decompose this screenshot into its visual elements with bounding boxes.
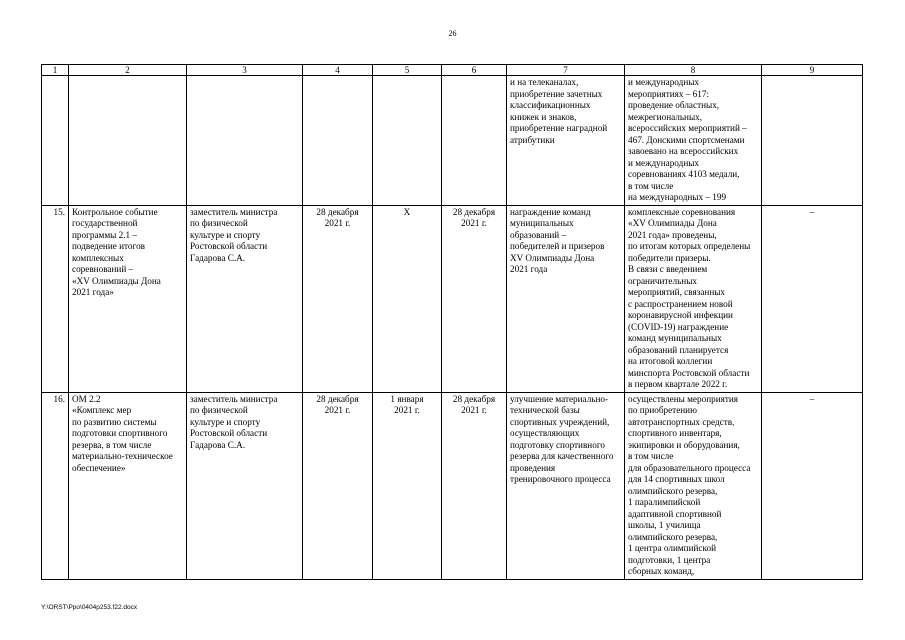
expected-result-line: приобретение наградной <box>510 123 608 133</box>
actual-result-line: для образовательного процесса <box>628 462 751 473</box>
expected-result-line: 2021 года <box>510 264 548 274</box>
actual-result-line: В связи с введением <box>628 264 708 274</box>
responsible-person-line: заместитель министра <box>190 393 278 404</box>
expected-result-line: XV Олимпиады Дона <box>510 252 595 263</box>
actual-result-line: «XV Олимпиады Дона <box>628 218 717 228</box>
actual-result-line: сборных команд, <box>628 566 695 576</box>
actual-result-line: мероприятий, связанных <box>628 287 726 297</box>
expected-result-line: осуществляющих <box>510 428 580 438</box>
column-header-2: 2 <box>69 65 187 76</box>
expected-result-line: образований – <box>510 229 567 240</box>
expected-result-cell <box>507 76 625 206</box>
actual-result-line: (COVID-19) награждение <box>628 321 729 332</box>
responsible-person-line: культуре и спорту <box>190 229 261 240</box>
actual-result-line: спортивного инвентаря, <box>628 428 722 438</box>
notes-cell <box>762 76 863 206</box>
row-number-cell: 16. <box>42 392 69 579</box>
responsible-person-line: Гадарова С.А. <box>190 439 246 450</box>
actual-result-line: минспорта Ростовской области <box>628 367 750 378</box>
notes-cell: – <box>762 392 863 579</box>
actual-result-line: в первом квартале 2022 г. <box>628 379 728 389</box>
expected-result-line: муниципальных <box>510 218 574 228</box>
expected-result-line: атрибутики <box>510 134 555 145</box>
event-name-line: материально-техническое <box>72 451 173 461</box>
actual-result-line: на международных – 199 <box>628 192 727 202</box>
end-date-line: 2021 г. <box>461 218 487 228</box>
actual-result-line: адаптивной спортивной <box>628 508 722 519</box>
actual-result-line: команд муниципальных <box>628 333 722 343</box>
actual-result-line: 2021 года» проведены, <box>628 229 717 240</box>
responsible-person-line: Ростовской области <box>190 241 268 251</box>
expected-result-line: спортивных учреждений, <box>510 416 610 427</box>
start-date-cell <box>373 392 442 579</box>
expected-result-line: подготовку спортивного <box>510 439 605 450</box>
actual-result-cell <box>625 392 762 579</box>
row-number-cell: 15. <box>42 205 69 392</box>
responsible-person-line: заместитель министра <box>190 206 278 217</box>
actual-result-line: автотранспортных средств, <box>628 416 735 427</box>
actual-result-line: в том числе <box>628 451 674 461</box>
responsible-person-line: культуре и спорту <box>190 416 261 427</box>
expected-result-line: приобретение зачетных <box>510 88 603 99</box>
actual-result-line: и международных <box>628 157 699 168</box>
responsible-person-cell <box>187 205 303 392</box>
planned-date-line: 2021 г. <box>324 218 351 228</box>
responsible-person-line: по физической <box>190 218 248 228</box>
event-name-line: комплексных <box>72 252 124 263</box>
column-header-7: 7 <box>507 65 625 76</box>
end-date-cell <box>442 205 507 392</box>
event-name-line: «Комплекс мер <box>72 405 132 415</box>
expected-result-cell <box>507 392 625 579</box>
actual-result-line: по приобретению <box>628 405 697 415</box>
expected-result-line: и на телеканалах, <box>510 77 579 87</box>
actual-result-line: школы, 1 училища <box>628 520 701 530</box>
header-row <box>42 65 863 76</box>
column-header-1: 1 <box>42 65 69 76</box>
responsible-person-line: Гадарова С.А. <box>190 252 246 263</box>
actual-result-line: в том числе <box>628 180 674 191</box>
table-row <box>42 205 863 392</box>
actual-result-cell <box>625 205 762 392</box>
event-name-line: подготовки спортивного <box>72 428 168 438</box>
report-table <box>41 64 863 580</box>
file-path-footer: Y:\ORST\Ppo\0404p253.f22.docx <box>41 604 138 611</box>
end-date-cell <box>442 392 507 579</box>
expected-result-line: проведения <box>510 462 556 473</box>
event-name-line: обеспечение» <box>72 462 126 473</box>
event-name-line: 2021 года» <box>72 287 114 297</box>
column-header-5: 5 <box>373 65 442 76</box>
table-body <box>42 76 863 580</box>
column-header-9: 9 <box>762 65 863 76</box>
actual-result-line: с распространением новой <box>628 298 733 309</box>
planned-date-cell <box>303 205 373 392</box>
planned-date-cell <box>303 76 373 206</box>
start-date-line: 2021 г. <box>394 405 420 415</box>
event-name-line: подведение итогов <box>72 241 145 251</box>
expected-result-cell <box>507 205 625 392</box>
actual-result-line: олимпийского резерва, <box>628 485 718 496</box>
start-date-cell <box>373 76 442 206</box>
actual-result-line: и международных <box>628 77 699 87</box>
column-header-4: 4 <box>303 65 373 76</box>
notes-cell: – <box>762 205 863 392</box>
actual-result-line: олимпийского резерва, <box>628 531 718 542</box>
actual-result-line: межрегиональных, <box>628 111 703 122</box>
planned-date-line: 28 декабря <box>316 206 359 217</box>
actual-result-line: ограничительных <box>628 275 697 286</box>
planned-date-cell <box>303 392 373 579</box>
expected-result-line: технической базы <box>510 405 580 415</box>
start-date-line: 1 января <box>390 393 424 404</box>
responsible-person-line: Ростовской области <box>190 428 268 438</box>
table-row <box>42 392 863 579</box>
start-date-line: Х <box>403 206 411 217</box>
event-name-cell <box>69 392 187 579</box>
planned-date-line: 28 декабря <box>316 393 359 404</box>
expected-result-line: награждение команд <box>510 206 591 217</box>
actual-result-line: подготовки, 1 центра <box>628 554 711 565</box>
actual-result-cell <box>625 76 762 206</box>
expected-result-line: тренировочного процесса <box>510 474 611 484</box>
event-name-line: соревнований – <box>72 264 134 274</box>
row-number-cell <box>42 76 69 206</box>
event-name-line: государственной <box>72 218 138 228</box>
column-header-6: 6 <box>442 65 507 76</box>
column-header-8: 8 <box>625 65 762 76</box>
planned-date-line: 2021 г. <box>324 405 351 415</box>
event-name-line: по развитию системы <box>72 416 157 427</box>
event-name-cell <box>69 76 187 206</box>
expected-result-line: классификационных <box>510 100 591 110</box>
responsible-person-cell <box>187 392 303 579</box>
actual-result-line: на итоговой коллегии <box>628 356 713 366</box>
actual-result-line: образований планируется <box>628 344 729 355</box>
end-date-line: 28 декабря <box>452 206 496 217</box>
actual-result-line: всероссийских мероприятий – <box>628 123 747 133</box>
actual-result-line: по итогам которых определены <box>628 241 751 251</box>
actual-result-line: мероприятиях – 617: <box>628 88 710 99</box>
actual-result-line: коронавирусной инфекции <box>628 310 733 320</box>
actual-result-line: проведение областных, <box>628 100 720 110</box>
table-row <box>42 76 863 206</box>
expected-result-line: победителей и призеров <box>510 241 605 251</box>
expected-result-line: резерва для качественного <box>510 451 614 461</box>
expected-result-line: улучшение материально- <box>510 393 609 404</box>
actual-result-line: осуществлены мероприятия <box>628 393 739 404</box>
event-name-cell <box>69 205 187 392</box>
start-date-cell <box>373 205 442 392</box>
page-number: 26 <box>448 29 457 38</box>
actual-result-line: 467. Донскими спортсменами <box>628 134 745 145</box>
actual-result-line: экипировки и оборудования, <box>628 439 740 450</box>
end-date-line: 28 декабря <box>452 393 496 404</box>
actual-result-line: завоевано на всероссийских <box>628 146 739 156</box>
actual-result-line: победители призеры. <box>628 252 711 263</box>
actual-result-line: для 14 спортивных школ <box>628 474 725 484</box>
event-name-line: Контрольное событие <box>72 206 158 217</box>
responsible-person-cell <box>187 76 303 206</box>
end-date-line: 2021 г. <box>461 405 487 415</box>
event-name-line: программы 2.1 – <box>72 229 138 240</box>
column-header-3: 3 <box>187 65 303 76</box>
responsible-person-line: по физической <box>190 405 248 415</box>
actual-result-line: соревнованиях 4103 медали, <box>628 169 740 179</box>
event-name-line: ОМ 2.2 <box>72 393 101 404</box>
actual-result-line: 1 центра олимпийской <box>628 543 717 553</box>
actual-result-line: 1 паралимпийской <box>628 497 701 507</box>
actual-result-line: комплексные соревнования <box>628 206 736 217</box>
event-name-line: резерва, в том числе <box>72 439 152 450</box>
event-name-line: «XV Олимпиады Дона <box>72 275 161 286</box>
expected-result-line: книжек и знаков, <box>510 111 577 122</box>
end-date-cell <box>442 76 507 206</box>
